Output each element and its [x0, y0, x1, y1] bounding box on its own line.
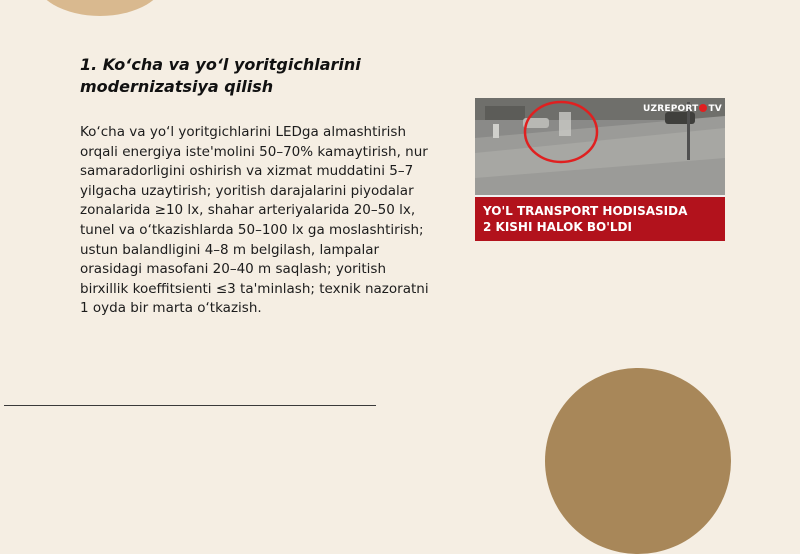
headline-banner [475, 195, 725, 241]
divider-line [4, 405, 376, 406]
brand-tv: TV [708, 104, 722, 114]
brand-logo [643, 104, 722, 114]
news-screenshot [475, 98, 725, 241]
brand-name: UZREPORT [643, 104, 699, 114]
headline-line1: YO'L TRANSPORT HODISASIDA [483, 204, 688, 218]
slide-title [80, 54, 400, 98]
brand-logo-icon [699, 104, 707, 112]
decorative-circle-top [34, 0, 166, 16]
slide-paragraph: Ko‘cha va yo‘l yoritgichlarini LEDga almashtirish orqali energiya iste'molini 50–70% kamaytirish, nur samaradorligini oshirish va xizmat muddatini 5–7 yilgacha uzaytirish; yoritish darajalarini piyodalar zonalarida ≥10 lx, shahar arteriyalarida 20–50 lx, tunel va o‘tkazishlarda 50–100 lx ga moslashtirish; ustun balandligini 4–8 m belgilash, lampalar orasidagi masofani 20–40 m saqlash; yoritish birxillik koeffitsienti ≤3 ta'minlash; texnik nazoratni 1 oyda bir marta o‘tkazish. [80, 124, 429, 317]
headline-line2: 2 KISHI HALOK BO'LDI [483, 220, 632, 234]
slide-title-line1: 1. Ko‘cha va yo‘l yoritgichlarini [80, 55, 361, 74]
slide-title-line2: modernizatsiya qilish [80, 77, 274, 96]
decorative-circle-bottom [545, 368, 731, 554]
